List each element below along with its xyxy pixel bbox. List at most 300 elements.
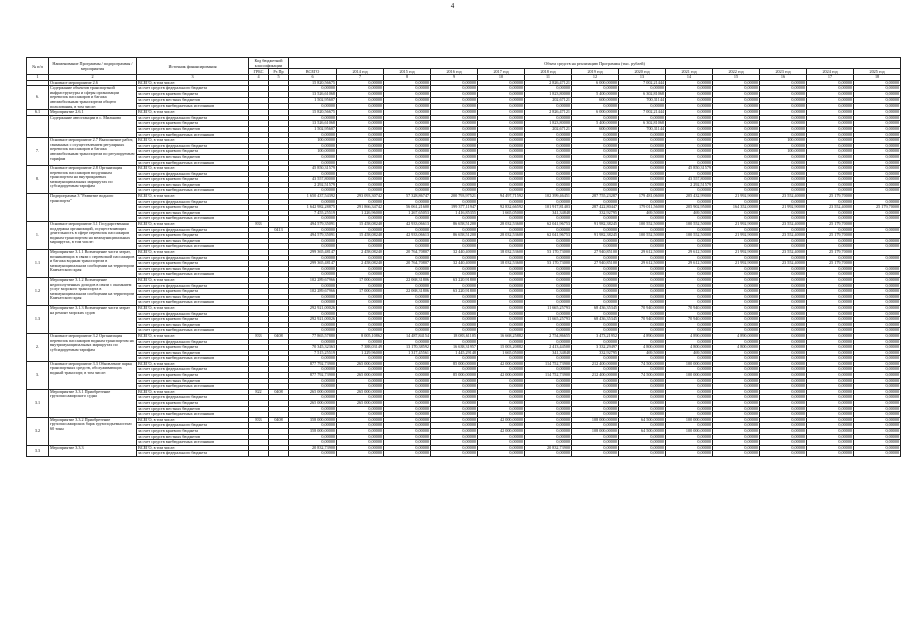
year-value: 0,00000 xyxy=(760,440,807,446)
year-value: 341,34848 xyxy=(525,350,572,356)
measure-name: Основное мероприятие 3.1 Государственная поддержка организаций, осуществляющих деятельность в сфере перевозок пассажиров водным транспортом на межмуниципальных маршрутах, в том числе: xyxy=(49,222,137,250)
year-value: 42 933,06613 xyxy=(384,222,431,228)
year-value: 0,00000 xyxy=(478,182,525,188)
year-value: 0,00000 xyxy=(478,412,525,418)
year-value: 0,00000 xyxy=(337,244,384,250)
year-value: 0,00000 xyxy=(478,143,525,149)
total-value: 0,00000 xyxy=(289,283,337,289)
year-value: 0,00000 xyxy=(807,333,854,339)
year-value: 0,00000 xyxy=(854,434,901,440)
year-value: 4 800,00000 xyxy=(713,345,760,351)
year-value: 0,00000 xyxy=(807,283,854,289)
year-value: 0,00000 xyxy=(384,367,431,373)
year-value: 0,00000 xyxy=(854,255,901,261)
measure-name: Мероприятие 3.3.1 Приобретение грузопассажирского судна xyxy=(49,389,137,417)
table-row xyxy=(27,451,901,457)
year-value: 108 000,00000 xyxy=(572,417,619,423)
year-value: 0,00000 xyxy=(807,373,854,379)
year-value: 0,00000 xyxy=(760,227,807,233)
year-value: 0,00000 xyxy=(431,126,478,132)
year-value: 28 032,53600 xyxy=(478,222,525,228)
row-number: 6.1 xyxy=(27,110,49,116)
year-value: 0,00000 xyxy=(525,283,572,289)
year-value: 0,00000 xyxy=(807,80,854,86)
year-value: 0,00000 xyxy=(619,283,666,289)
year-value: 0,00000 xyxy=(760,345,807,351)
year-value: 0,00000 xyxy=(431,317,478,323)
year-value: 0,00000 xyxy=(807,210,854,216)
year-value: 0,00000 xyxy=(337,322,384,328)
year-value: 0,00000 xyxy=(619,440,666,446)
year-value: 0,00000 xyxy=(854,188,901,194)
year-value: 64 500,00000 xyxy=(619,417,666,423)
year-value: 0,00000 xyxy=(431,434,478,440)
funding-source: за счет средств краевого бюджета xyxy=(137,345,249,351)
year-value: 100 000,00000 xyxy=(666,361,713,367)
year-value: 0,00000 xyxy=(619,238,666,244)
year-value: 0,00000 xyxy=(384,160,431,166)
year-value: 164 352,00000 xyxy=(713,205,760,211)
year-value: 0,00000 xyxy=(807,406,854,412)
year-value: 0,00000 xyxy=(431,104,478,110)
year-value: 0,00000 xyxy=(525,216,572,222)
year-value: 25 179,70000 xyxy=(854,205,901,211)
year-value: 0,00000 xyxy=(337,160,384,166)
column-number: 5 xyxy=(269,75,289,81)
year-value: 0,00000 xyxy=(807,255,854,261)
funding-source: ВСЕГО, в том числе: xyxy=(137,305,249,311)
year-value: 0,00000 xyxy=(760,98,807,104)
rz-code: 0408 xyxy=(269,389,289,395)
year-value: 0,00000 xyxy=(807,389,854,395)
year-value: 0,00000 xyxy=(431,199,478,205)
year-value: 0,00000 xyxy=(384,412,431,418)
year-value: 68 436,35345 xyxy=(572,305,619,311)
year-value: 0,00000 xyxy=(384,395,431,401)
year-value: 4 890,00000 xyxy=(713,333,760,339)
total-value: 0,00000 xyxy=(289,451,337,457)
year-value: 70 940,00000 xyxy=(666,317,713,323)
year-value: 0,00000 xyxy=(478,294,525,300)
funding-source: за счет средств федерального бюджета xyxy=(137,86,249,92)
year-value: 0,00000 xyxy=(713,210,760,216)
total-value: 45 850,31579 xyxy=(289,166,337,172)
funding-source: ВСЕГО, в том числе: xyxy=(137,277,249,283)
year-value: 0,00000 xyxy=(713,395,760,401)
year-value: 5 400,00000 xyxy=(572,92,619,98)
year-value: 0,00000 xyxy=(431,171,478,177)
year-value: 20 832,73900 xyxy=(525,445,572,451)
year-value: 2 292,51579 xyxy=(666,182,713,188)
year-value: 0,00000 xyxy=(572,86,619,92)
funding-source: за счет средств внебюджетных источников xyxy=(137,272,249,278)
year-value: 0,00000 xyxy=(666,406,713,412)
funding-source: за счет средств местных бюджетов xyxy=(137,406,249,412)
total-value: 0,00000 xyxy=(289,216,337,222)
year-value: 0,00000 xyxy=(572,328,619,334)
year-value: 0,00000 xyxy=(666,434,713,440)
table-header xyxy=(27,58,901,75)
year-value: 0,00000 xyxy=(478,177,525,183)
funding-source: за счет средств внебюджетных источников xyxy=(137,244,249,250)
total-value: 0,00000 xyxy=(289,412,337,418)
year-value: 0,00000 xyxy=(666,289,713,295)
year-value: 0,00000 xyxy=(854,305,901,311)
rz-code: 0413 xyxy=(269,227,289,233)
total-value: 0,00000 xyxy=(289,322,337,328)
year-value: 0,00000 xyxy=(713,311,760,317)
year-value: 17 000,00000 xyxy=(337,277,384,283)
year-value: 0,00000 xyxy=(337,272,384,278)
year-value: 0,00000 xyxy=(760,412,807,418)
year-value: 21 992,90000 xyxy=(713,222,760,228)
year-value: 0,00000 xyxy=(384,166,431,172)
year-value: 0,00000 xyxy=(431,86,478,92)
year-value: 0,00000 xyxy=(431,154,478,160)
year-value: 0,00000 xyxy=(713,445,760,451)
funding-source: за счет средств федерального бюджета xyxy=(137,199,249,205)
year-value: 0,00000 xyxy=(478,328,525,334)
year-value: 0,00000 xyxy=(384,423,431,429)
year-value: 0,00000 xyxy=(619,401,666,407)
header-rz: Рз Пр xyxy=(269,69,289,75)
year-value: 0,00000 xyxy=(760,350,807,356)
year-value: 1 823,80000 xyxy=(525,121,572,127)
funding-source: за счет средств краевого бюджета xyxy=(137,92,249,98)
year-value: 0,00000 xyxy=(337,143,384,149)
year-value: 0,00000 xyxy=(572,182,619,188)
year-value: 0,00000 xyxy=(337,115,384,121)
year-value: 0,00000 xyxy=(619,322,666,328)
year-value: 0,00000 xyxy=(760,367,807,373)
year-value: 0,00000 xyxy=(854,80,901,86)
year-value: 0,00000 xyxy=(337,98,384,104)
year-value: 0,00000 xyxy=(807,143,854,149)
total-value: 0,00000 xyxy=(289,434,337,440)
column-number: 18 xyxy=(854,75,901,81)
total-value: 358 000,00000 xyxy=(289,417,337,423)
year-value: 0,00000 xyxy=(619,423,666,429)
year-value: 16 638,31957 xyxy=(431,345,478,351)
year-value: 0,00000 xyxy=(666,110,713,116)
year-value: 287 755,23287 xyxy=(572,194,619,200)
year-value: 0,00000 xyxy=(713,294,760,300)
year-value: 0,00000 xyxy=(431,322,478,328)
year-value: 179 481,06000 xyxy=(619,194,666,200)
year-value: 0,00000 xyxy=(337,451,384,457)
year-value: 2 458,08240 xyxy=(337,250,384,256)
year-value: 0,00000 xyxy=(572,339,619,345)
year-value: 0,00000 xyxy=(760,434,807,440)
year-value: 0,00000 xyxy=(807,154,854,160)
year-value: 0,00000 xyxy=(478,401,525,407)
year-value: 0,00000 xyxy=(760,92,807,98)
year-value: 0,00000 xyxy=(854,182,901,188)
year-value: 15 458,08240 xyxy=(337,233,384,239)
year-value: 0,00000 xyxy=(807,104,854,110)
year-value: 0,00000 xyxy=(384,199,431,205)
year-value: 0,00000 xyxy=(713,384,760,390)
year-value: 0,00000 xyxy=(337,255,384,261)
year-value: 0,00000 xyxy=(760,317,807,323)
total-value: 7 455,25519 xyxy=(289,210,337,216)
total-value: 494 579,35091 xyxy=(289,222,337,228)
year-value: 0,00000 xyxy=(854,445,901,451)
year-value: 0,00000 xyxy=(619,311,666,317)
year-value: 0,00000 xyxy=(431,423,478,429)
total-value: 0,00000 xyxy=(289,423,337,429)
year-value: 0,00000 xyxy=(854,166,901,172)
header-total: ВСЕГО xyxy=(289,69,337,75)
year-value: 100 552,50000 xyxy=(619,233,666,239)
year-value: 0,00000 xyxy=(713,160,760,166)
year-value: 74 500,00000 xyxy=(619,361,666,367)
year-value: 0,00000 xyxy=(619,294,666,300)
year-value: 1 445,29148 xyxy=(431,350,478,356)
year-value: 0,00000 xyxy=(854,429,901,435)
funding-source: за счет средств местных бюджетов xyxy=(137,294,249,300)
funding-source: за счет средств местных бюджетов xyxy=(137,434,249,440)
year-value: 0,00000 xyxy=(713,289,760,295)
year-value: 18 032,53600 xyxy=(478,261,525,267)
year-value: 85 000,00000 xyxy=(431,361,478,367)
year-value: 0,00000 xyxy=(572,160,619,166)
year-value: 14 487,84154 xyxy=(384,333,431,339)
year-value: 0,00000 xyxy=(619,166,666,172)
row-number: 3. xyxy=(27,361,49,389)
row-number: 2. xyxy=(27,333,49,361)
year-value: 0,00000 xyxy=(807,440,854,446)
year-value: 0,00000 xyxy=(572,356,619,362)
year-value: 0,00000 xyxy=(384,216,431,222)
year-value: 0,00000 xyxy=(713,429,760,435)
funding-source: за счет средств федерального бюджета xyxy=(137,283,249,289)
year-value: 0,00000 xyxy=(431,412,478,418)
year-value: 0,00000 xyxy=(666,138,713,144)
year-value: 0,00000 xyxy=(478,227,525,233)
year-value: 0,00000 xyxy=(384,86,431,92)
funding-source: ВСЕГО, в том числе: xyxy=(137,80,249,86)
year-value: 0,00000 xyxy=(478,300,525,306)
total-value: 20 832,73900 xyxy=(289,445,337,451)
funding-source: за счет средств федерального бюджета xyxy=(137,171,249,177)
total-value: 1 502,95607 xyxy=(289,126,337,132)
total-value: 0,00000 xyxy=(289,294,337,300)
year-value: 16 668,25882 xyxy=(478,333,525,339)
funding-source: за счет средств внебюджетных источников xyxy=(137,216,249,222)
year-value: 70 940,00000 xyxy=(619,317,666,323)
year-value: 0,00000 xyxy=(384,154,431,160)
year-value: 0,00000 xyxy=(337,126,384,132)
total-value: 100,00000 xyxy=(289,138,337,144)
year-value: 0,00000 xyxy=(525,132,572,138)
year-value: 0,00000 xyxy=(619,328,666,334)
funding-source: за счет средств внебюджетных источников xyxy=(137,328,249,334)
year-value: 0,00000 xyxy=(384,188,431,194)
year-value: 0,00000 xyxy=(760,378,807,384)
year-value: 74 500,00000 xyxy=(619,373,666,379)
year-value: 0,00000 xyxy=(713,339,760,345)
year-value: 0,00000 xyxy=(854,110,901,116)
year-value: 0,00000 xyxy=(478,272,525,278)
year-value: 0,00000 xyxy=(431,401,478,407)
year-value: 0,00000 xyxy=(478,356,525,362)
funding-source: ВСЕГО, в том числе: xyxy=(137,445,249,451)
year-value: 0,00000 xyxy=(666,294,713,300)
year-value: 0,00000 xyxy=(431,138,478,144)
year-value: 0,00000 xyxy=(807,171,854,177)
year-value: 0,00000 xyxy=(619,395,666,401)
header-volume: Объем средств на реализацию Программы (тыс. рублей) xyxy=(289,58,901,69)
year-value: 0,00000 xyxy=(478,160,525,166)
year-value: 0,00000 xyxy=(337,171,384,177)
year-value: 0,00000 xyxy=(478,154,525,160)
total-value: 0,00000 xyxy=(289,328,337,334)
column-number: 15 xyxy=(713,75,760,81)
total-value: 0,00000 xyxy=(289,406,337,412)
year-value: 0,00000 xyxy=(854,138,901,144)
year-value: 23 552,40000 xyxy=(760,261,807,267)
year-value: 0,00000 xyxy=(525,378,572,384)
year-value: 0,00000 xyxy=(337,305,384,311)
year-value: 0,00000 xyxy=(384,417,431,423)
year-value: 2 458,08240 xyxy=(337,261,384,267)
year-value: 0,00000 xyxy=(431,166,478,172)
year-value: 0,00000 xyxy=(478,311,525,317)
year-value: 32 440,40000 xyxy=(431,250,478,256)
year-value: 0,00000 xyxy=(854,92,901,98)
year-value: 0,00000 xyxy=(384,294,431,300)
year-value: 0,00000 xyxy=(619,244,666,250)
year-value: 0,00000 xyxy=(854,238,901,244)
year-value: 0,00000 xyxy=(337,406,384,412)
year-value: 21 992,90000 xyxy=(713,250,760,256)
year-value: 0,00000 xyxy=(760,244,807,250)
year-value: 0,00000 xyxy=(337,356,384,362)
year-value: 0,00000 xyxy=(713,350,760,356)
funding-source: за счет средств краевого бюджета xyxy=(137,317,249,323)
header-year: 2025 год xyxy=(854,69,901,75)
header-year: 2015 год xyxy=(384,69,431,75)
funding-source: за счет средств местных бюджетов xyxy=(137,238,249,244)
year-value: 29 612,50000 xyxy=(666,250,713,256)
year-value: 202,67121 xyxy=(525,126,572,132)
year-value: 265 000,00000 xyxy=(337,401,384,407)
year-value: 0,00000 xyxy=(760,104,807,110)
year-value: 0,00000 xyxy=(337,412,384,418)
measure-name: Содержание автостанции в с. Мильково xyxy=(49,115,137,137)
total-value: 77 865,57880 xyxy=(289,333,337,339)
year-value: 0,00000 xyxy=(337,367,384,373)
year-value: 0,00000 xyxy=(854,373,901,379)
year-value: 0,00000 xyxy=(760,216,807,222)
year-value: 0,00000 xyxy=(337,216,384,222)
funding-source: за счет средств федерального бюджета xyxy=(137,115,249,121)
year-value: 56 061,21600 xyxy=(384,205,431,211)
year-value: 0,00000 xyxy=(572,244,619,250)
year-value: 0,00000 xyxy=(384,104,431,110)
year-value: 0,00000 xyxy=(384,80,431,86)
year-value: 0,00000 xyxy=(619,356,666,362)
year-value: 25 179,70000 xyxy=(807,233,854,239)
year-value: 0,00000 xyxy=(384,115,431,121)
year-value: 0,00000 xyxy=(384,305,431,311)
year-value: 0,00000 xyxy=(384,440,431,446)
year-value: 0,00000 xyxy=(337,104,384,110)
year-value: 0,00000 xyxy=(713,305,760,311)
year-value: 0,00000 xyxy=(713,317,760,323)
year-value: 0,00000 xyxy=(854,149,901,155)
year-value: 0,00000 xyxy=(525,294,572,300)
year-value: 0,00000 xyxy=(337,132,384,138)
year-value: 0,00000 xyxy=(478,317,525,323)
column-number: 8 xyxy=(384,75,431,81)
year-value: 0,00000 xyxy=(713,367,760,373)
year-value: 0,00000 xyxy=(854,322,901,328)
year-value: 0,00000 xyxy=(760,160,807,166)
year-value: 0,00000 xyxy=(760,373,807,379)
total-value: 0,00000 xyxy=(289,199,337,205)
year-value: 0,00000 xyxy=(619,188,666,194)
rz-code: 0408 xyxy=(269,417,289,423)
year-value: 0,00000 xyxy=(384,384,431,390)
funding-source: за счет средств местных бюджетов xyxy=(137,182,249,188)
year-value: 68 436,35345 xyxy=(572,317,619,323)
year-value: 3 473,21952 xyxy=(572,333,619,339)
total-value: 0,00000 xyxy=(289,440,337,446)
total-value: 0,00000 xyxy=(289,266,337,272)
year-value: 0,00000 xyxy=(384,92,431,98)
year-value: 0,00000 xyxy=(713,132,760,138)
year-value: 1 823,80000 xyxy=(525,92,572,98)
year-value: 0,00000 xyxy=(431,389,478,395)
year-value: 0,00000 xyxy=(713,227,760,233)
year-value: 25 179,70000 xyxy=(807,222,854,228)
year-value: 0,00000 xyxy=(807,378,854,384)
year-value: 42 000,00000 xyxy=(478,373,525,379)
year-value: 0,00000 xyxy=(760,305,807,311)
year-value: 0,00000 xyxy=(478,339,525,345)
year-value: 0,00000 xyxy=(713,300,760,306)
year-value: 0,00000 xyxy=(666,104,713,110)
year-value: 0,00000 xyxy=(666,115,713,121)
year-value: 0,00000 xyxy=(431,115,478,121)
year-value: 0,00000 xyxy=(807,294,854,300)
funding-source: ВСЕГО, в том числе: xyxy=(137,389,249,395)
year-value: 101 917,81403 xyxy=(525,205,572,211)
column-number: 13 xyxy=(619,75,666,81)
year-value: 0,00000 xyxy=(854,356,901,362)
year-value: 0,00000 xyxy=(384,445,431,451)
measure-name: Основное мероприятие 3.2 Организация перевозок пассажиров водным транспортом на внутримуниципальных маршрутах по субсидируемым тарифам xyxy=(49,333,137,361)
year-value: 0,00000 xyxy=(384,177,431,183)
year-value: 0,00000 xyxy=(572,188,619,194)
year-value: 0,00000 xyxy=(807,92,854,98)
year-value: 62 041,96753 xyxy=(525,233,572,239)
year-value: 0,00000 xyxy=(478,199,525,205)
year-value: 0,00000 xyxy=(431,80,478,86)
year-value: 0,00000 xyxy=(525,356,572,362)
year-value: 0,00000 xyxy=(525,227,572,233)
funding-source: за счет средств внебюджетных источников xyxy=(137,160,249,166)
year-value: 23 552,40000 xyxy=(760,233,807,239)
year-value: 0,00000 xyxy=(525,367,572,373)
year-value: 332,92795 xyxy=(572,350,619,356)
year-value: 0,00000 xyxy=(525,115,572,121)
year-value: 0,00000 xyxy=(666,126,713,132)
total-value: 15 820,56675 xyxy=(289,110,337,116)
year-value: 0,00000 xyxy=(807,384,854,390)
